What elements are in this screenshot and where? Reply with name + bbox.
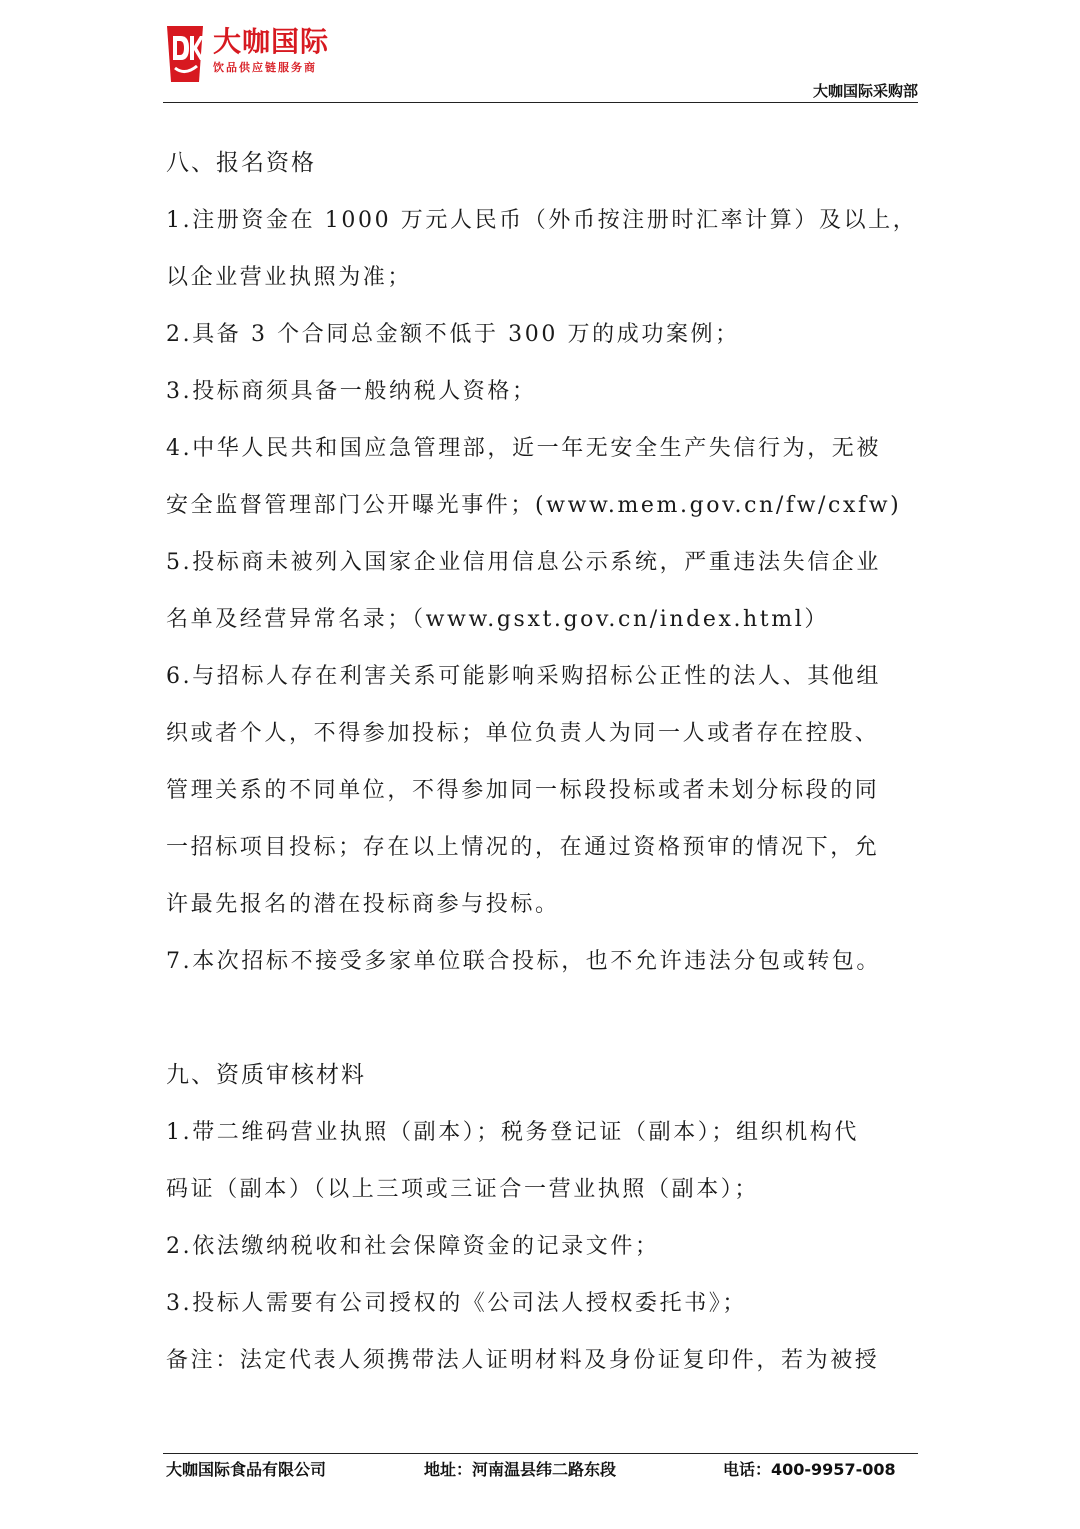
dk-logo-icon: [163, 22, 207, 86]
text-line: 3.投标商须具备一般纳税人资格；: [166, 379, 537, 404]
text-line: 许最先报名的潜在投标商参与投标。: [166, 892, 560, 917]
text-line: 管理关系的不同单位，不得参加同一标段投标或者未划分标段的同: [166, 778, 880, 803]
text-line: 备注：法定代表人须携带法人证明材料及身份证复印件，若为被授: [166, 1348, 880, 1373]
logo-name: 大咖国际: [213, 25, 330, 58]
text-line: 5.投标商未被列入国家企业信用信息公示系统，严重违法失信企业: [166, 550, 881, 575]
footer-address: 地址：河南温县纬二路东段: [424, 1460, 617, 1479]
text-line: 1.注册资金在 1000 万元人民币（外币按注册时汇率计算）及以上，: [166, 208, 918, 233]
footer-divider: [163, 1453, 918, 1454]
text-line: 一招标项目投标；存在以上情况的，在通过资格预审的情况下，允: [166, 835, 880, 860]
text-line: 6.与招标人存在利害关系可能影响采购招标公正性的法人、其他组: [166, 664, 881, 689]
text-line: 以企业营业执照为准；: [166, 265, 413, 290]
text-line: 7.本次招标不接受多家单位联合投标，也不允许违法分包或转包。: [166, 949, 881, 974]
section-heading-registration: 八、报名资格: [166, 150, 316, 176]
document-body: [166, 135, 916, 1389]
text-line: 2.依法缴纳税收和社会保障资金的记录文件；: [166, 1234, 660, 1259]
logo-tagline: 饮品供应链服务商: [213, 61, 317, 74]
section-heading-qualification: 九、资质审核材料: [166, 1062, 366, 1088]
page-header: [163, 20, 918, 104]
footer-phone: 电话：400-9957-008: [723, 1460, 896, 1479]
text-line: 码证（副本）（以上三项或三证合一营业执照（副本）；: [166, 1177, 760, 1202]
department-label: 大咖国际采购部: [812, 82, 918, 100]
company-logo: [163, 22, 463, 94]
section-spacer: [166, 990, 916, 1047]
text-line: 名单及经营异常名录；（www.gsxt.gov.cn/index.html）: [166, 607, 829, 632]
footer-company: 大咖国际食品有限公司: [166, 1460, 327, 1479]
text-line: 1.带二维码营业执照（副本）；税务登记证（副本）；组织机构代: [166, 1120, 859, 1145]
text-line: 安全监督管理部门公开曝光事件；(www.mem.gov.cn/fw/cxfw): [166, 493, 902, 518]
page-footer: [166, 1457, 916, 1481]
text-line: 2.具备 3 个合同总金额不低于 300 万的成功案例；: [166, 322, 740, 347]
header-divider: [163, 102, 918, 103]
text-line: 4.中华人民共和国应急管理部，近一年无安全生产失信行为，无被: [166, 436, 881, 461]
text-line: 织或者个人，不得参加投标；单位负责人为同一人或者存在控股、: [166, 721, 880, 746]
text-line: 3.投标人需要有公司授权的《公司法人授权委托书》；: [166, 1291, 747, 1316]
